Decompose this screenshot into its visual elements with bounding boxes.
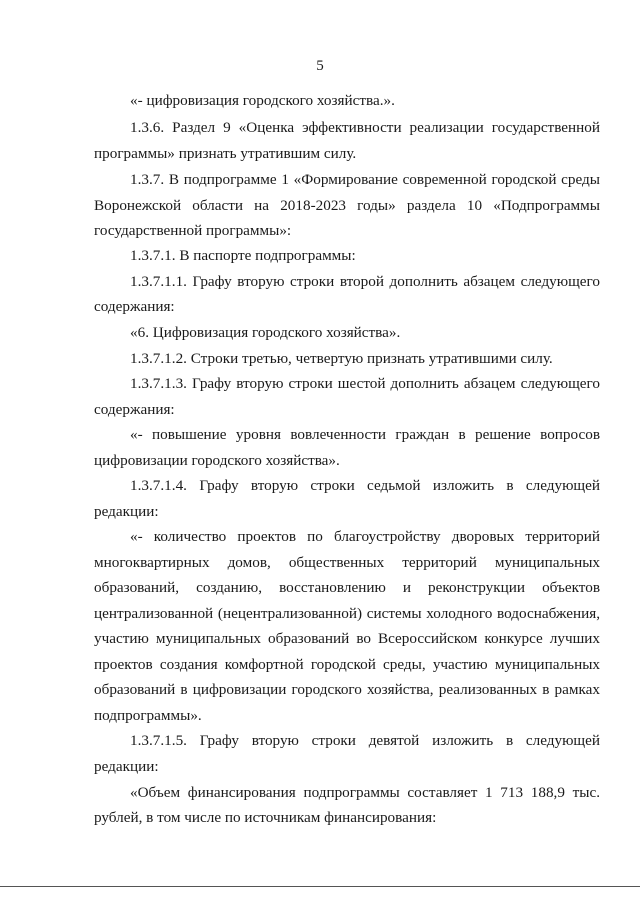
text-line: государственной программы»: — [94, 222, 292, 239]
text-line: 1.3.7.1.4. Графу вторую строки седьмой изложить в следующей — [130, 477, 600, 494]
text-line: содержания: — [94, 298, 175, 315]
text-line: «- цифровизация городского хозяйства.». — [130, 92, 395, 109]
text-line: многоквартирных домов, общественных территорий муниципальных — [94, 554, 600, 571]
text-line: «6. Цифровизация городского хозяйства». — [130, 324, 401, 341]
text-line: подпрограммы». — [94, 707, 202, 724]
text-line: содержания: — [94, 401, 175, 418]
text-line: редакции: — [94, 758, 159, 775]
text-line: проектов создания комфортной городской среды, участию муниципальных — [94, 656, 600, 673]
page-bottom-edge — [0, 886, 640, 887]
text-line: редакции: — [94, 503, 159, 520]
text-line: образований в цифровизации городского хозяйства, реализованных в рамках — [94, 681, 600, 698]
text-line: 1.3.7. В подпрограмме 1 «Формирование современной городской среды — [130, 171, 600, 188]
text-line: 1.3.7.1.5. Графу вторую строки девятой изложить в следующей — [130, 732, 600, 749]
text-line: 1.3.7.1.1. Графу вторую строки второй дополнить абзацем следующего — [130, 273, 600, 290]
page-number: 5 — [316, 58, 324, 74]
text-line: Воронежской области на 2018-2023 годы» раздела 10 «Подпрограммы — [94, 197, 600, 214]
text-line: 1.3.7.1. В паспорте подпрограммы: — [130, 247, 356, 264]
text-line: участию муниципальных образований во Всероссийском конкурсе лучших — [94, 630, 600, 647]
text-line: 1.3.7.1.3. Графу вторую строки шестой дополнить абзацем следующего — [130, 375, 600, 392]
text-line: «Объем финансирования подпрограммы составляет 1 713 188,9 тыс. — [130, 784, 600, 801]
text-line: программы» признать утратившим силу. — [94, 145, 357, 162]
text-line: 1.3.7.1.2. Строки третью, четвертую признать утратившими силу. — [130, 350, 553, 367]
text-line: централизованной (нецентрализованной) системы холодного водоснабжения, — [94, 605, 600, 622]
text-line: цифровизации городского хозяйства». — [94, 452, 340, 469]
text-line: образований, созданию, восстановлению и реконструкции объектов — [94, 579, 600, 596]
text-line: «- повышение уровня вовлеченности граждан в решение вопросов — [130, 426, 600, 443]
text-line: «- количество проектов по благоустройству дворовых территорий — [130, 528, 600, 545]
text-line: рублей, в том числе по источникам финансирования: — [94, 809, 437, 826]
text-line: 1.3.6. Раздел 9 «Оценка эффективности реализации государственной — [130, 119, 600, 136]
